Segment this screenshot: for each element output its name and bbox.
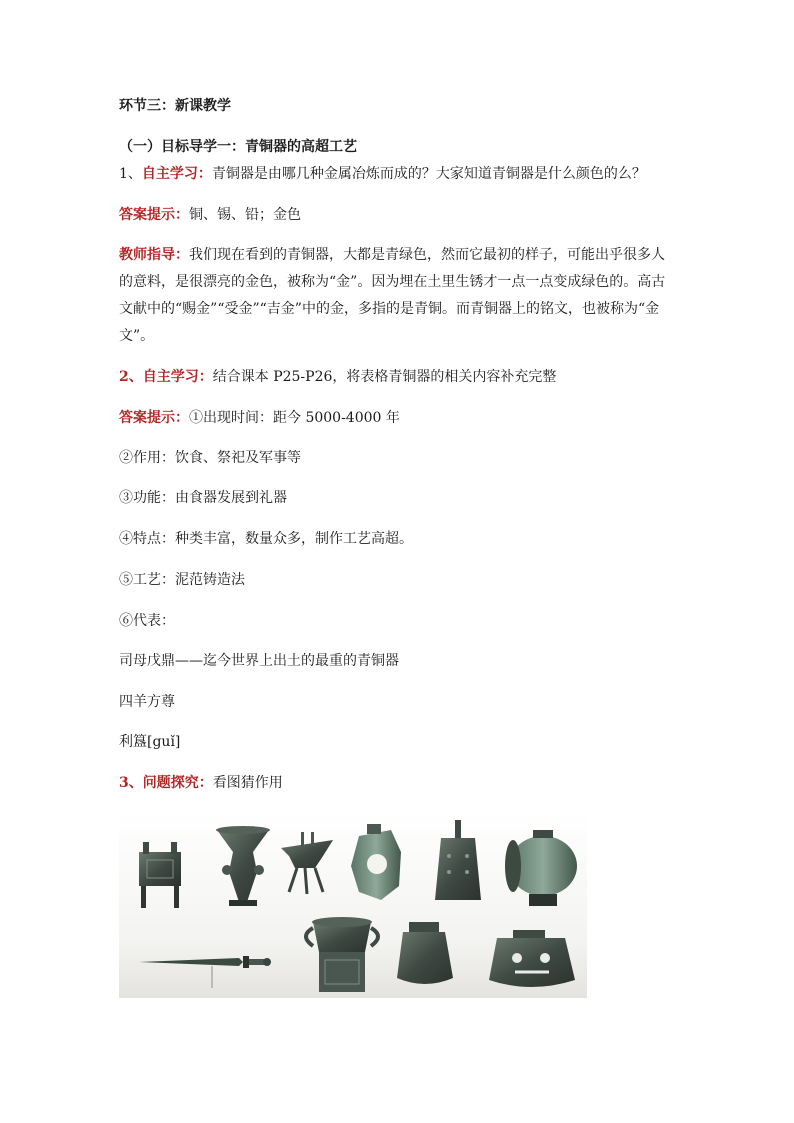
answer-2-item: ⑥代表： xyxy=(119,613,175,629)
question-3 xyxy=(119,773,679,793)
answer-1 xyxy=(119,205,679,225)
answer-1-text: 铜、锡、铅；金色 xyxy=(189,207,301,223)
teacher-guidance-text: 我们现在看到的青铜器，大都是青绿色，然而它最初的样子，可能出乎很多人的意料，是很漂亮的金色，被称为“金”。因为埋在土里生锈才一点一点变成绿色的。高古文献中的“赐金”“受金”“吉金”中的金，多指的是青铜。而青铜器上的铭文，也被称为“金文”。 xyxy=(119,247,666,344)
representative-item: 司母戊鼎——迄今世界上出土的最重的青铜器 xyxy=(119,653,399,669)
representative-item: 利簋[guǐ] xyxy=(119,734,181,750)
bronze-sword-artifact xyxy=(139,956,271,988)
teacher-guidance xyxy=(119,242,677,350)
answer-2-item xyxy=(119,408,679,428)
gui-vessel-artifact xyxy=(306,917,378,992)
answer-1-label: 答案提示： xyxy=(119,207,189,223)
teacher-guidance-label: 教师指导： xyxy=(119,247,189,263)
question-1-number: 1、 xyxy=(119,166,142,182)
question-1-label: 自主学习： xyxy=(141,166,212,182)
answer-2-item: ④特点：种类丰富，数量众多，制作工艺高超。 xyxy=(119,531,413,547)
square-ding-artifact xyxy=(139,842,181,908)
question-1 xyxy=(119,164,679,184)
bronze-drum-artifact xyxy=(505,830,577,906)
zun-vessel-artifact xyxy=(216,826,270,906)
section-title: 环节三：新课教学 xyxy=(119,98,231,114)
jue-vessel-artifact xyxy=(281,832,333,894)
answer-2-label: 答案提示： xyxy=(119,410,189,426)
bronze-axe-artifact xyxy=(397,922,453,984)
bronze-artifacts-image xyxy=(119,812,587,998)
bronze-bell-artifact xyxy=(435,820,481,900)
bronze-yue-axe-artifact xyxy=(489,930,575,987)
question-3-label: 3、问题探究： xyxy=(119,775,213,791)
question-2-text: 结合课本 P25-P26，将表格青铜器的相关内容补充完整 xyxy=(212,369,557,385)
subsection-title: （一）目标导学一：青铜器的高超工艺 xyxy=(119,139,357,155)
answer-2-item-text: ①出现时间：距今 5000-4000 年 xyxy=(189,410,400,426)
jade-bi-disc-artifact xyxy=(351,824,401,900)
answer-2-item: ⑤工艺：泥范铸造法 xyxy=(119,572,245,588)
question-2-label: 2、自主学习： xyxy=(119,369,213,385)
question-3-text: 看图猜作用 xyxy=(212,775,283,791)
question-1-text: 青铜器是由哪几种金属冶炼而成的？大家知道青铜器是什么颜色的么？ xyxy=(211,166,646,182)
representative-item: 四羊方尊 xyxy=(119,694,175,710)
question-2 xyxy=(119,367,679,387)
answer-2-item: ③功能：由食器发展到礼器 xyxy=(119,490,287,506)
answer-2-item: ②作用：饮食、祭祀及军事等 xyxy=(119,450,301,466)
